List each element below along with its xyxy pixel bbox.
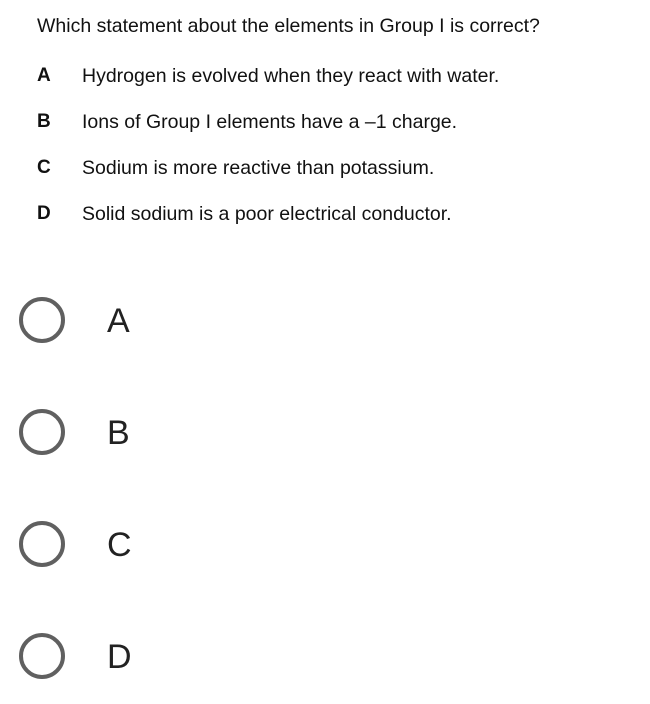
option-c[interactable] [0,507,650,587]
statement-b [0,109,650,137]
question-text: Which statement about the elements in Group I is correct? [37,15,540,37]
statement-text: Sodium is more reactive than potassium. [82,157,435,179]
option-label-c: C [107,526,132,564]
option-label-d: D [107,638,132,676]
radio-button-d[interactable] [19,633,65,679]
statement-letter: C [37,157,51,178]
statement-text: Ions of Group I elements have a –1 charge. [82,111,458,133]
option-b[interactable] [0,395,650,475]
statement-letter: D [37,203,51,224]
statement-c [0,155,650,183]
statement-letter: A [37,65,51,86]
statement-text: Solid sodium is a poor electrical conductor. [82,203,452,225]
question-image [0,0,650,250]
radio-button-a[interactable] [19,297,65,343]
option-d[interactable] [0,619,650,699]
statement-d [0,201,650,229]
option-a[interactable] [0,283,650,363]
option-label-b: B [107,414,130,452]
statement-text: Hydrogen is evolved when they react with water. [82,65,500,87]
option-label-a: A [107,302,130,340]
radio-button-c[interactable] [19,521,65,567]
statement-a [0,63,650,91]
statement-letter: B [37,111,51,132]
radio-button-b[interactable] [19,409,65,455]
